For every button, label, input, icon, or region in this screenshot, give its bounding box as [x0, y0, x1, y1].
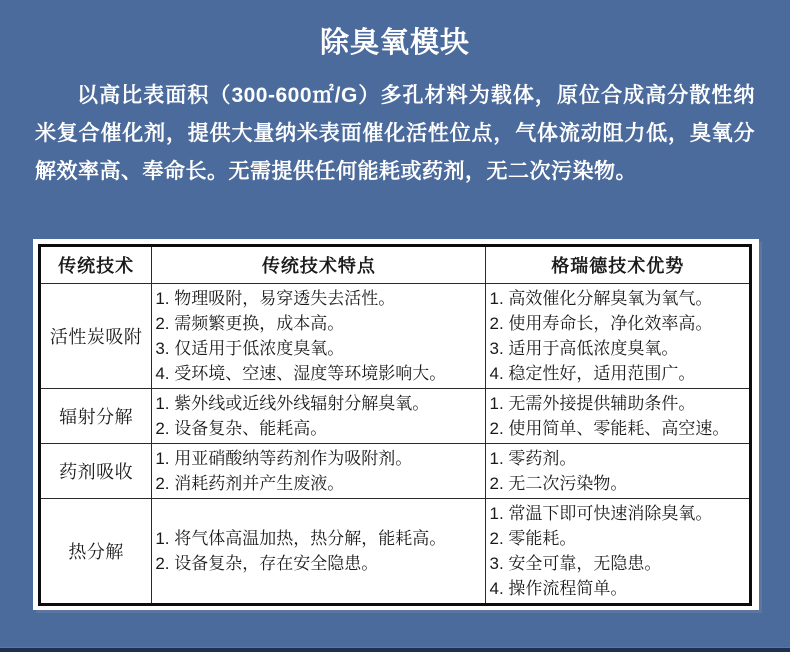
cell-line: 4. 受环境、空速、湿度等环境影响大。 [155, 364, 447, 383]
cell-line: 1. 高效催化分解臭氧为氧气。 [489, 289, 713, 308]
cell-line: 1. 紫外线或近线外线辐射分解臭氧。 [155, 394, 430, 413]
cell-line: 2. 使用简单、零能耗、高空速。 [489, 419, 730, 438]
table-row [40, 444, 751, 499]
tech-name-cell: 活性炭吸附 [40, 284, 152, 389]
advantages-cell [486, 284, 751, 389]
table-row [40, 499, 751, 605]
cell-line: 1. 无需外接提供辅助条件。 [489, 394, 696, 413]
tech-name-cell: 药剂吸收 [40, 444, 152, 499]
features-cell [152, 499, 486, 605]
comparison-table-panel [33, 239, 759, 610]
tech-name-cell: 辐射分解 [40, 389, 152, 444]
cell-line: 2. 零能耗。 [489, 529, 577, 548]
page [0, 20, 790, 652]
header-traditional-features: 传统技术特点 [152, 246, 486, 284]
intro-paragraph: 以高比表面积（300-600㎡/G）多孔材料为载体，原位合成高分散性纳米复合催化剂，提供大量纳米表面催化活性位点，气体流动阻力低，臭氧分解效率高、奉命长。无需提供任何能耗或药剂，无二次污染物。 [35, 84, 755, 183]
cell-line: 2. 设备复杂，存在安全隐患。 [155, 554, 379, 573]
table-row [40, 284, 751, 389]
table-header-row [40, 246, 751, 284]
cell-line: 3. 安全可靠，无隐患。 [489, 554, 662, 573]
cell-line: 4. 操作流程简单。 [489, 579, 628, 598]
tech-name-cell: 热分解 [40, 499, 152, 605]
cell-line: 1. 物理吸附，易穿透失去活性。 [155, 289, 396, 308]
features-cell [152, 284, 486, 389]
cell-line: 4. 稳定性好，适用范围广。 [489, 364, 696, 383]
cell-line: 2. 设备复杂、能耗高。 [155, 419, 328, 438]
cell-line: 1. 常温下即可快速消除臭氧。 [489, 504, 713, 523]
comparison-table-body [40, 284, 751, 605]
cell-line: 3. 仅适用于低浓度臭氧。 [155, 339, 345, 358]
header-gerui-advantages: 格瑞德技术优势 [486, 246, 751, 284]
cell-line: 1. 用亚硝酸纳等药剂作为吸附剂。 [155, 449, 413, 468]
comparison-table [38, 244, 752, 606]
cell-line: 2. 无二次污染物。 [489, 474, 628, 493]
cell-line: 2. 需频繁更换，成本高。 [155, 314, 345, 333]
advantages-cell [486, 444, 751, 499]
cell-line: 2. 消耗药剂并产生废液。 [155, 474, 345, 493]
cell-line: 3. 适用于高低浓度臭氧。 [489, 339, 679, 358]
features-cell [152, 444, 486, 499]
advantages-cell [486, 389, 751, 444]
table-row [40, 389, 751, 444]
page-title: 除臭氧模块 [319, 27, 470, 59]
cell-line: 2. 使用寿命长，净化效率高。 [489, 314, 713, 333]
cell-line: 1. 零药剂。 [489, 449, 577, 468]
cell-line: 1. 将气体高温加热，热分解，能耗高。 [155, 529, 447, 548]
bottom-strip [0, 647, 790, 652]
advantages-cell [486, 499, 751, 605]
features-cell [152, 389, 486, 444]
header-traditional-tech: 传统技术 [40, 246, 152, 284]
